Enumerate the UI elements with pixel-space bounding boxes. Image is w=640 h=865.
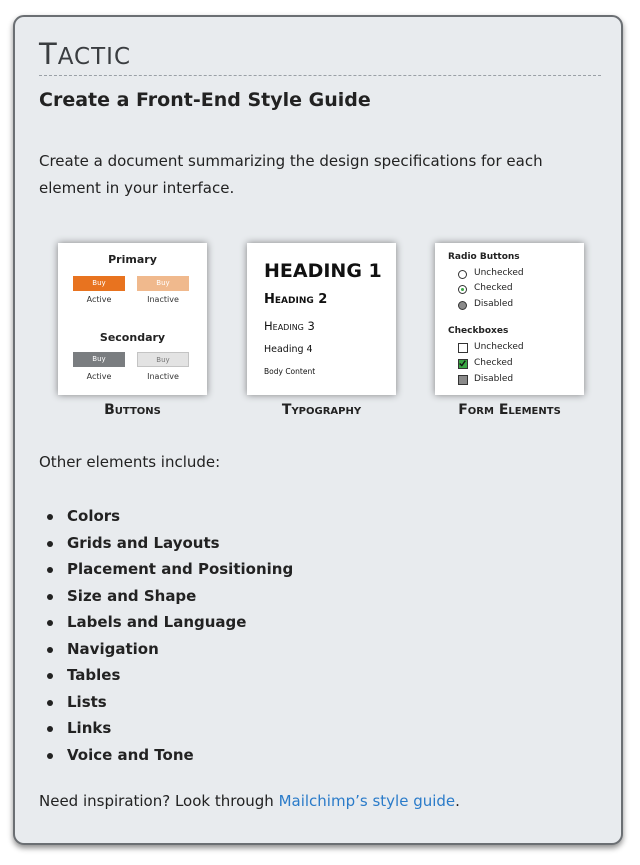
typography-caption: Typography	[281, 402, 362, 418]
checkboxes-title: Checkboxes	[448, 326, 509, 336]
list-item: Links	[39, 715, 293, 742]
heading-divider	[39, 75, 601, 76]
radio-disabled-icon	[458, 301, 467, 310]
secondary-label: Secondary	[99, 331, 166, 344]
heading-4-sample: Heading 4	[264, 344, 313, 355]
checkbox-disabled-label: Disabled	[474, 374, 514, 384]
list-item: Labels and Language	[39, 609, 293, 636]
mailchimp-style-guide-link[interactable]: Mailchimp’s style guide	[278, 792, 456, 810]
intro-text: Create a document summarizing the design specifications for each element in your interface.	[39, 152, 543, 197]
primary-active-label: Active	[86, 295, 112, 304]
list-item: Size and Shape	[39, 583, 293, 610]
buttons-caption: Buttons	[104, 402, 161, 418]
list-item: Navigation	[39, 636, 293, 663]
form-elements-caption: Form Elements	[458, 402, 561, 418]
heading-3-sample: Heading 3	[264, 319, 315, 333]
primary-label: Primary	[108, 253, 157, 266]
heading-1-sample: HEADING 1	[264, 260, 382, 282]
secondary-inactive-label: Inactive	[147, 372, 179, 381]
elements-list	[39, 503, 293, 768]
other-elements-label: Other elements include:	[39, 453, 221, 471]
secondary-active-button: Buy	[73, 352, 125, 367]
list-item: Placement and Positioning	[39, 556, 293, 583]
checkbox-disabled-icon	[458, 375, 468, 385]
secondary-active-label: Active	[86, 372, 112, 381]
primary-inactive-button: Buy	[137, 276, 189, 291]
list-item: Lists	[39, 689, 293, 716]
form-elements-thumbnail	[435, 243, 584, 395]
radio-checked-icon	[458, 285, 467, 294]
inspiration-text: Need inspiration? Look through Mailchimp’s style guide.	[39, 792, 460, 810]
radio-unchecked-icon	[458, 270, 467, 279]
list-item: Voice and Tone	[39, 742, 293, 769]
primary-inactive-label: Inactive	[147, 295, 179, 304]
checkbox-checked-icon	[458, 359, 468, 369]
checkbox-unchecked-icon	[458, 343, 468, 353]
heading-2-sample: Heading 2	[264, 292, 328, 307]
checkbox-unchecked-label: Unchecked	[474, 342, 524, 352]
list-item: Colors	[39, 503, 293, 530]
tactic-title: Create a Front-End Style Guide	[39, 89, 371, 111]
radio-checked-label: Checked	[474, 283, 513, 293]
list-item: Tables	[39, 662, 293, 689]
radio-unchecked-label: Unchecked	[474, 268, 524, 278]
tactic-card	[13, 15, 623, 845]
checkbox-checked-label: Checked	[474, 358, 513, 368]
secondary-inactive-button: Buy	[137, 352, 189, 367]
body-content-sample: Body Content	[264, 367, 316, 376]
buttons-thumbnail	[58, 243, 207, 395]
typography-thumbnail	[247, 243, 396, 395]
radio-disabled-label: Disabled	[474, 299, 514, 309]
list-item: Grids and Layouts	[39, 530, 293, 557]
primary-active-button: Buy	[73, 276, 125, 291]
radio-buttons-title: Radio Buttons	[448, 252, 520, 262]
tactic-heading: TACTIC	[39, 37, 131, 71]
